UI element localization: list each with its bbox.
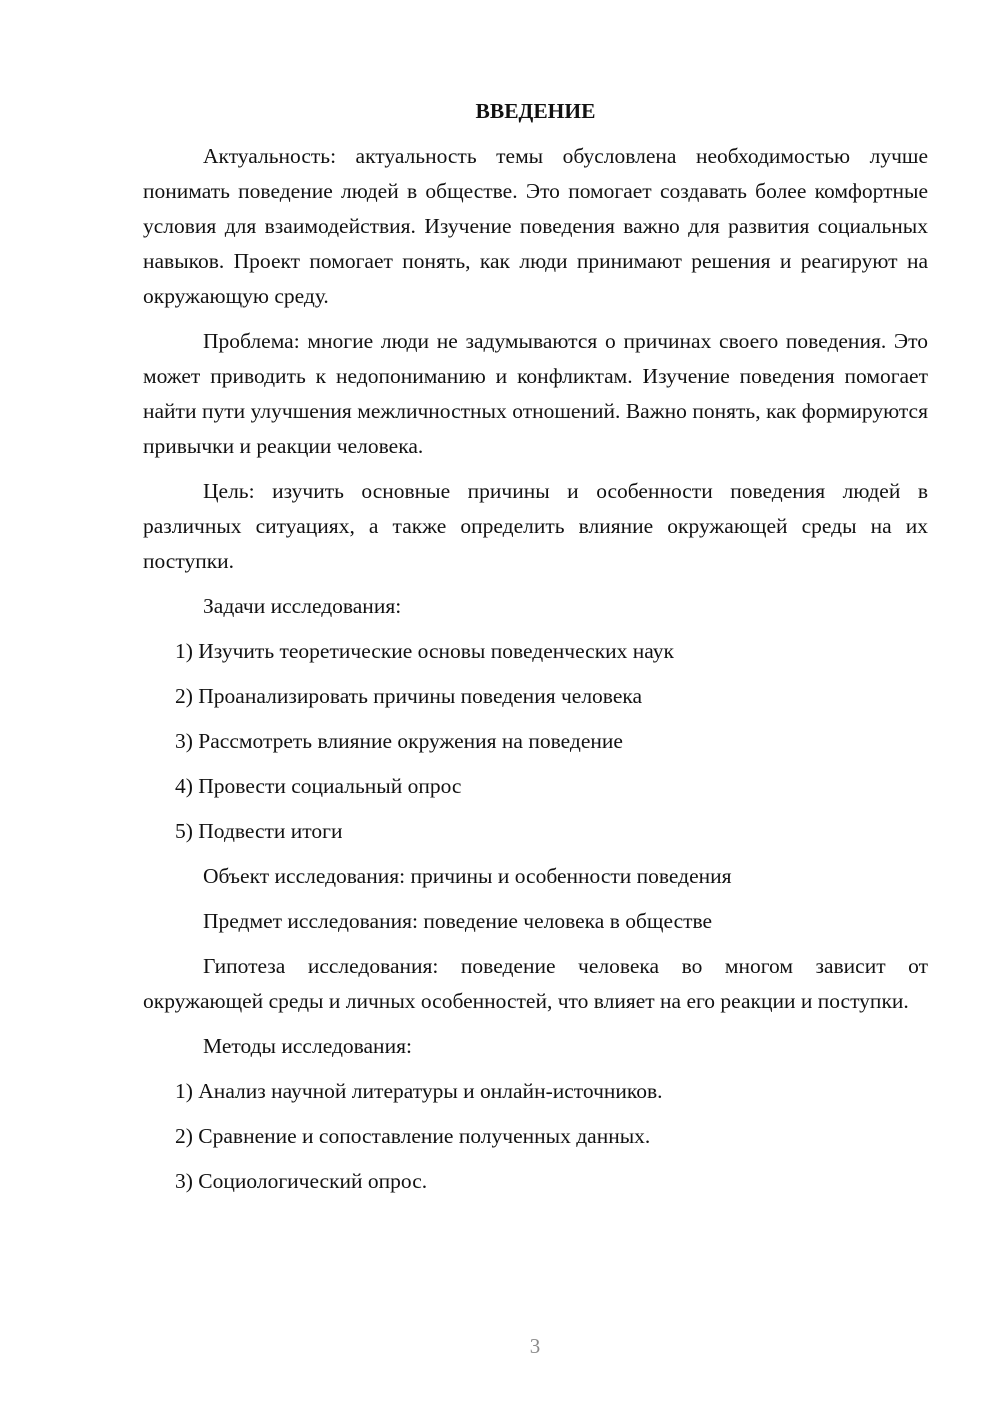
- problem-paragraph: Проблема: многие люди не задумываются о причинах своего поведения. Это может приводить к недопониманию и конфликтам. Изучение поведения помогает найти пути улучшения межличностных отношений. Важно понять, как формируются привычки и реакции человека.: [143, 329, 928, 458]
- task-item: 5) Подвести итоги: [175, 819, 343, 843]
- task-item: 2) Проанализировать причины поведения человека: [175, 684, 643, 708]
- research-subject: Предмет исследования: поведение человека в обществе: [203, 909, 713, 933]
- task-item: 1) Изучить теоретические основы поведенческих наук: [175, 639, 674, 663]
- tasks-heading: Задачи исследования:: [203, 594, 402, 618]
- page-content: [143, 94, 928, 1209]
- methods-heading: Методы исследования:: [203, 1034, 412, 1058]
- section-title: ВВЕДЕНИЕ: [475, 99, 596, 123]
- relevance-paragraph: Актуальность: актуальность темы обусловлена необходимостью лучше понимать поведение людей в обществе. Это помогает создавать более комфортные условия для взаимодействия. Изучение поведения важно для развития социальных навыков. Проект помогает понять, как люди принимают решения и реагируют на окружающую среду.: [143, 144, 928, 308]
- method-item: 3) Социологический опрос.: [175, 1169, 428, 1193]
- task-item: 3) Рассмотреть влияние окружения на поведение: [175, 729, 623, 753]
- page-number: 3: [529, 1334, 541, 1358]
- task-item: 4) Провести социальный опрос: [175, 774, 462, 798]
- hypothesis-paragraph: Гипотеза исследования: поведение человека во многом зависит от окружающей среды и личных особенностей, что влияет на его реакции и поступки.: [143, 954, 928, 1013]
- method-item: 1) Анализ научной литературы и онлайн-источников.: [175, 1079, 663, 1103]
- goal-paragraph: Цель: изучить основные причины и особенности поведения людей в различных ситуациях, а также определить влияние окружающей среды на их поступки.: [143, 479, 928, 573]
- method-item: 2) Сравнение и сопоставление полученных данных.: [175, 1124, 651, 1148]
- research-object: Объект исследования: причины и особенности поведения: [203, 864, 732, 888]
